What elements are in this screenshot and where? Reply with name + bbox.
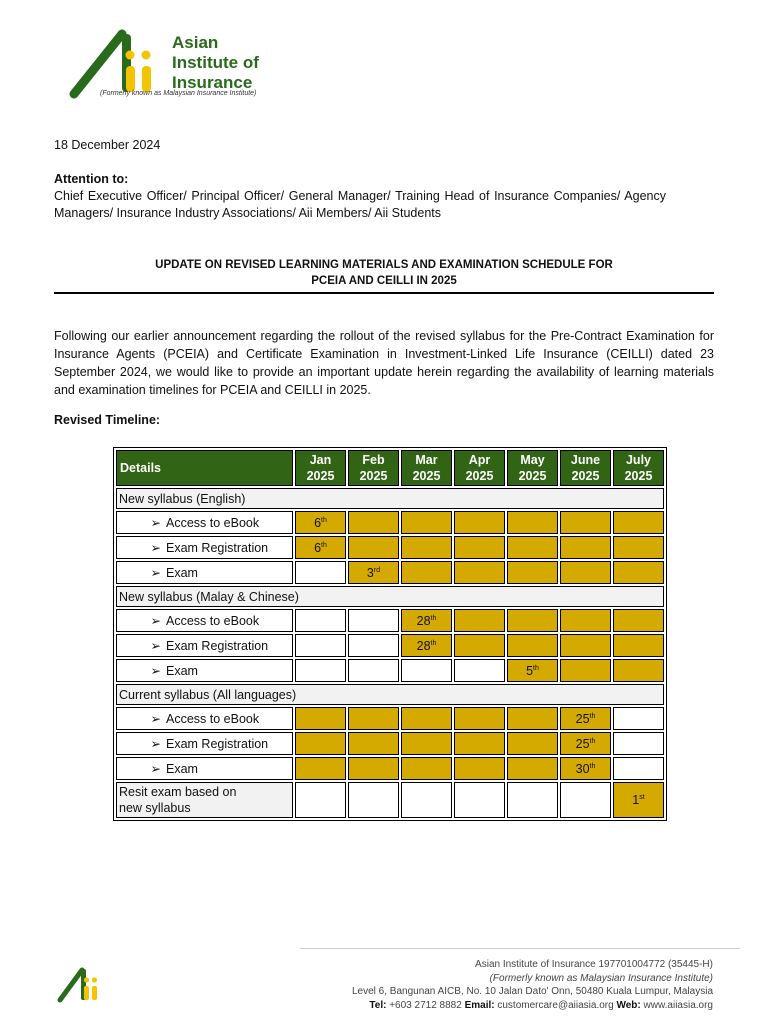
schedule-cell	[454, 536, 505, 559]
schedule-cell	[401, 782, 452, 818]
schedule-cell	[454, 609, 505, 632]
section-title: New syllabus (English)	[116, 488, 664, 509]
arrow-icon: ➢	[150, 737, 161, 751]
schedule-cell	[613, 511, 664, 534]
month-name: May	[520, 453, 545, 467]
month-year: 2025	[465, 469, 494, 483]
schedule-cell	[401, 609, 452, 632]
schedule-cell	[613, 757, 664, 780]
schedule-cell	[454, 707, 505, 730]
schedule-cell	[401, 707, 452, 730]
resit-row	[116, 782, 664, 818]
title-line1: UPDATE ON REVISED LEARNING MATERIALS AND EXAMINATION SCHEDULE FOR	[155, 259, 613, 271]
schedule-cell	[613, 659, 664, 682]
schedule-cell	[560, 757, 611, 780]
row-label	[116, 659, 293, 682]
attention-body: Chief Executive Officer/ Principal Officer/ General Manager/ Training Head of Insurance Companies/ Agency Managers/ Insurance Industry Associations/ Aii Members/ Aii Students	[54, 189, 666, 220]
cell-day: 25	[575, 736, 590, 751]
cell-day: 5	[526, 663, 534, 678]
row-label-text: Access to eBook	[166, 516, 260, 530]
schedule-cell	[613, 609, 664, 632]
schedule-cell	[295, 536, 346, 559]
schedule-cell	[507, 757, 558, 780]
month-name: Jan	[309, 453, 332, 467]
row-label-text: Exam Registration	[166, 737, 269, 751]
schedule-cell	[613, 634, 664, 657]
row-label-text: Exam Registration	[166, 639, 269, 653]
month-year: 2025	[518, 469, 547, 483]
schedule-cell	[507, 707, 558, 730]
schedule-cell	[507, 782, 558, 818]
schedule-cell	[454, 511, 505, 534]
arrow-icon: ➢	[150, 566, 161, 580]
table-row	[116, 561, 664, 584]
timeline-heading: Revised Timeline:	[54, 413, 161, 427]
schedule-cell	[507, 609, 558, 632]
row-label	[116, 511, 293, 534]
table-row	[116, 536, 664, 559]
arrow-icon: ➢	[150, 664, 161, 678]
schedule-cell	[401, 536, 452, 559]
web-link[interactable]: www.aiiasia.org	[643, 999, 713, 1011]
row-label-text: Exam	[166, 664, 198, 678]
schedule-cell	[454, 732, 505, 755]
table-row	[116, 609, 664, 632]
header-month	[348, 450, 399, 486]
header-month	[454, 450, 505, 486]
footer-line1: Asian Institute of Insurance 197701004772 (35445-H)	[475, 959, 713, 970]
section-row	[116, 488, 664, 509]
row-label-text: Access to eBook	[166, 614, 260, 628]
schedule-table	[113, 447, 667, 821]
month-name: Mar	[415, 453, 438, 467]
resit-label-line2: new syllabus	[119, 801, 191, 815]
arrow-icon: ➢	[150, 639, 161, 653]
org-name	[172, 33, 259, 93]
schedule-cell	[348, 707, 399, 730]
schedule-cell	[613, 782, 664, 818]
email-link[interactable]: customercare@aiiasia.org	[497, 999, 614, 1011]
arrow-icon: ➢	[150, 762, 161, 776]
schedule-cell	[560, 732, 611, 755]
cell-day: 6	[314, 515, 322, 530]
section-title: Current syllabus (All languages)	[116, 684, 664, 705]
table-row	[116, 757, 664, 780]
footer-contact	[352, 999, 713, 1013]
table-row	[116, 707, 664, 730]
schedule-cell	[454, 634, 505, 657]
month-year: 2025	[359, 469, 388, 483]
row-label-text: Exam	[166, 762, 198, 776]
cell-day-suffix: rd	[373, 566, 381, 574]
row-label-text: Exam Registration	[166, 541, 269, 555]
schedule-cell	[401, 659, 452, 682]
schedule-cell	[507, 561, 558, 584]
cell-day-suffix: th	[589, 712, 596, 720]
month-name: July	[625, 453, 651, 467]
table-header-row	[116, 450, 664, 486]
header-month	[295, 450, 346, 486]
arrow-icon: ➢	[150, 614, 161, 628]
header-month	[507, 450, 558, 486]
schedule-cell	[348, 561, 399, 584]
schedule-cell	[295, 659, 346, 682]
schedule-cell	[295, 609, 346, 632]
row-label-text: Exam	[166, 566, 198, 580]
schedule-cell	[454, 561, 505, 584]
schedule-cell	[295, 707, 346, 730]
schedule-cell	[560, 561, 611, 584]
schedule-cell	[401, 511, 452, 534]
schedule-cell	[507, 511, 558, 534]
tel-label: Tel:	[369, 999, 387, 1011]
row-label	[116, 707, 293, 730]
month-year: 2025	[624, 469, 653, 483]
table-row	[116, 634, 664, 657]
schedule-cell	[454, 782, 505, 818]
cell-day: 6	[314, 540, 322, 555]
footer-line2: (Formerly known as Malaysian Insurance Institute)	[489, 972, 713, 984]
cell-day-suffix: st	[639, 793, 645, 801]
table-row	[116, 732, 664, 755]
month-name: June	[570, 453, 601, 467]
cell-day: 1	[632, 793, 640, 807]
schedule-cell	[348, 782, 399, 818]
arrow-icon: ➢	[150, 712, 161, 726]
cell-day-suffix: th	[321, 541, 327, 549]
row-label	[116, 561, 293, 584]
schedule-cell	[613, 707, 664, 730]
row-label	[116, 757, 293, 780]
schedule-cell	[560, 536, 611, 559]
schedule-cell	[295, 634, 346, 657]
letter-date: 18 December 2024	[54, 138, 161, 152]
schedule-cell	[401, 634, 452, 657]
row-label	[116, 732, 293, 755]
title-line2: PCEIA AND CEILLI IN 2025	[311, 275, 457, 287]
schedule-cell	[348, 757, 399, 780]
schedule-cell	[507, 536, 558, 559]
footer-address	[352, 958, 713, 1012]
org-name-line3: Insurance	[172, 73, 253, 92]
schedule-cell	[560, 634, 611, 657]
aii-footer-logo-icon	[56, 962, 100, 1004]
arrow-icon: ➢	[150, 541, 161, 555]
cell-day-suffix: th	[589, 737, 596, 745]
schedule-cell	[454, 659, 505, 682]
cell-day-suffix: th	[321, 516, 327, 524]
schedule-cell	[348, 609, 399, 632]
row-label	[116, 609, 293, 632]
header-details: Details	[116, 450, 293, 486]
tel-number: +603 2712 8882	[389, 999, 462, 1011]
org-name-line1: Asian	[172, 33, 219, 52]
schedule-cell	[295, 511, 346, 534]
arrow-icon: ➢	[150, 516, 161, 530]
schedule-cell	[348, 536, 399, 559]
schedule-cell	[295, 561, 346, 584]
cell-day: 28	[416, 613, 431, 628]
resit-label-line1: Resit exam based on	[119, 785, 237, 799]
schedule-cell	[401, 732, 452, 755]
schedule-cell	[560, 659, 611, 682]
email-label: Email:	[464, 999, 495, 1011]
cell-day: 3	[366, 565, 374, 580]
footer-divider	[300, 948, 740, 949]
cell-day: 30	[575, 761, 590, 776]
schedule-cell	[295, 782, 346, 818]
schedule-cell	[560, 511, 611, 534]
table-row	[116, 511, 664, 534]
schedule-cell	[401, 757, 452, 780]
web-label: Web:	[616, 999, 641, 1011]
schedule-cell	[348, 732, 399, 755]
org-name-line2: Institute of	[172, 53, 259, 72]
cell-day-suffix: th	[430, 614, 437, 622]
schedule-cell	[613, 732, 664, 755]
schedule-cell	[454, 757, 505, 780]
schedule-cell	[348, 659, 399, 682]
former-name: (Formerly known as Malaysian Insurance Institute)	[100, 90, 257, 97]
intro-paragraph: Following our earlier announcement regarding the rollout of the revised syllabus for the Pre-Contract Examination for Insurance Agents (PCEIA) and Certificate Examination in Investment-Linked Life Insurance (CEILLI) dated 23 September 2024, we would like to provide an important update herein regarding the availability of learning materials and examination timelines for PCEIA and CEILLI in 2025.	[54, 329, 714, 397]
schedule-cell	[401, 561, 452, 584]
row-label	[116, 634, 293, 657]
schedule-cell	[613, 561, 664, 584]
header-month	[401, 450, 452, 486]
month-year: 2025	[306, 469, 335, 483]
title-divider	[54, 292, 714, 294]
schedule-cell	[295, 732, 346, 755]
month-year: 2025	[412, 469, 441, 483]
schedule-cell	[560, 707, 611, 730]
cell-day-suffix: th	[533, 664, 539, 672]
section-row	[116, 684, 664, 705]
row-label	[116, 536, 293, 559]
table-row	[116, 659, 664, 682]
letter-title	[54, 257, 714, 289]
row-label-text: Access to eBook	[166, 712, 260, 726]
schedule-cell	[348, 634, 399, 657]
schedule-cell	[507, 732, 558, 755]
schedule-cell	[560, 609, 611, 632]
cell-day: 28	[416, 638, 431, 653]
resit-label	[116, 782, 293, 818]
schedule-cell	[348, 511, 399, 534]
schedule-cell	[295, 757, 346, 780]
month-name: Feb	[362, 453, 385, 467]
schedule-cell	[560, 782, 611, 818]
schedule-cell	[507, 659, 558, 682]
cell-day: 25	[575, 711, 590, 726]
schedule-cell	[613, 536, 664, 559]
section-title: New syllabus (Malay & Chinese)	[116, 586, 664, 607]
header-month	[560, 450, 611, 486]
schedule-cell	[507, 634, 558, 657]
header-month	[613, 450, 664, 486]
month-year: 2025	[571, 469, 600, 483]
month-name: Apr	[468, 453, 491, 467]
attention-heading: Attention to:	[54, 172, 129, 186]
cell-day-suffix: th	[430, 639, 437, 647]
footer-line3: Level 6, Bangunan AICB, No. 10 Jalan Dato' Onn, 50480 Kuala Lumpur, Malaysia	[351, 986, 713, 997]
cell-day-suffix: th	[589, 762, 596, 770]
section-row	[116, 586, 664, 607]
